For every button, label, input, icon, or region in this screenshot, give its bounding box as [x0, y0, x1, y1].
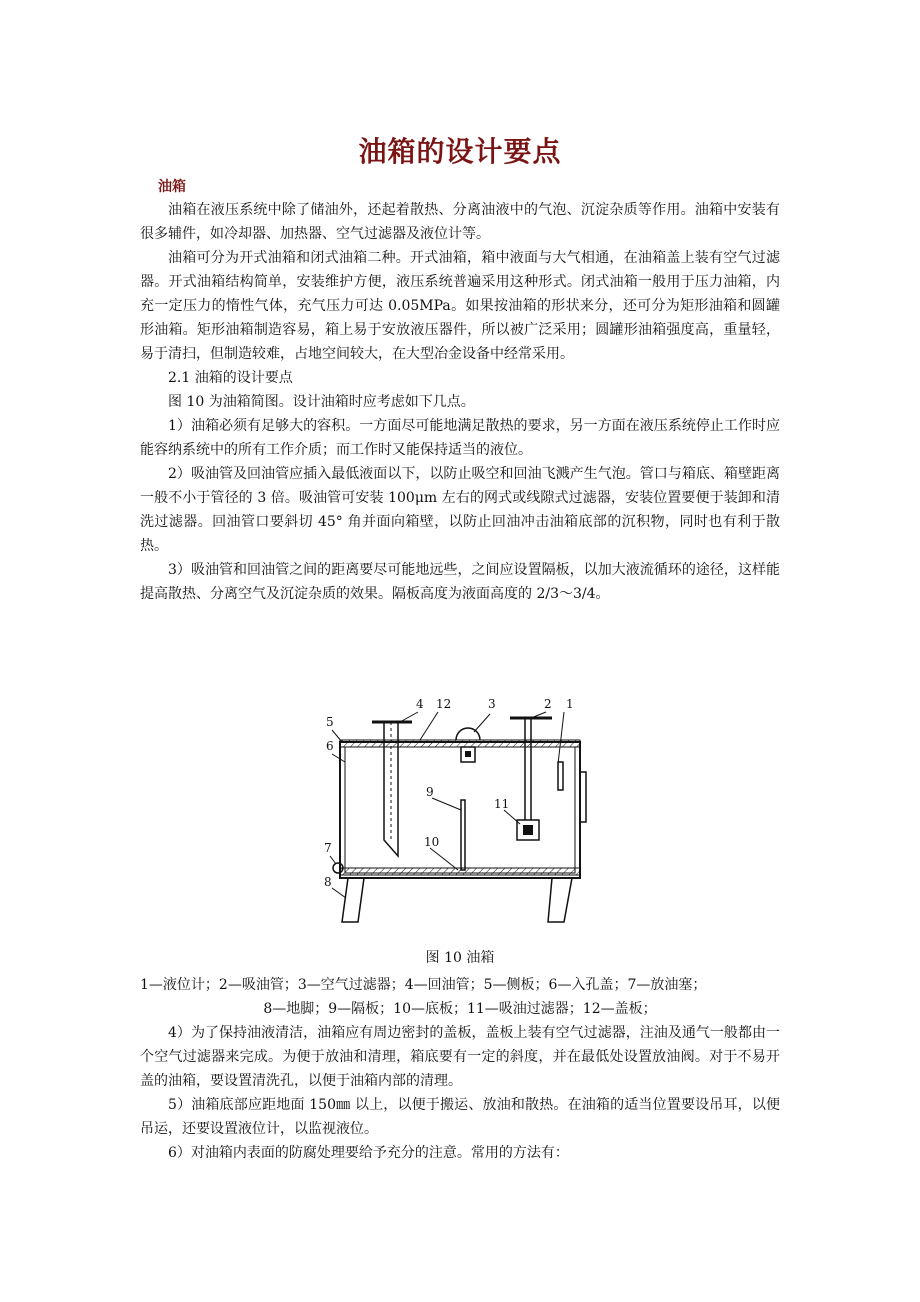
label-7: 7: [324, 841, 332, 855]
legend-line-1: 1—液位计；2—吸油管；3—空气过滤器；4—回油管；5—侧板；6—入孔盖；7—放油塞；: [140, 977, 707, 993]
paragraph-figure-ref: 图 10 为油箱简图。设计油箱时应考虑如下几点。: [168, 394, 475, 410]
label-11: 11: [494, 797, 510, 811]
paragraph-point-4: 4）为了保持油液清洁，油箱应有周边密封的盖板，盖板上装有空气过滤器，注油及通气一般都由一个空气过滤器来完成。为便于放油和清理，箱底要有一定的斜度，并在最低处设置放油阀。对于不易开盖的油箱，要设置清洗孔，以便于油箱内部的清理。: [140, 1025, 780, 1089]
paragraph-point-2: 2）吸油管及回油管应插入最低液面以下，以防止吸空和回油飞溅产生气泡。管口与箱底、箱壁距离一般不小于管径的 3 倍。吸油管可安装 100μm 左右的网式或线隙式过滤器，安装位置要便于装卸和清洗过滤器。回油管口要斜切 45° 角并面向箱壁，以防止回油冲击油箱底部的沉积物，同时也有利于散热。: [140, 466, 780, 554]
paragraph-point-6: 6）对油箱内表面的防腐处理要给予充分的注意。常用的方法有：: [168, 1145, 569, 1161]
label-10: 10: [424, 835, 440, 849]
paragraph-point-1: 1）油箱必须有足够大的容积。一方面尽可能地满足散热的要求，另一方面在液压系统停止工作时应能容纳系统中的所有工作介质；而工作时又能保持适当的液位。: [140, 418, 780, 458]
paragraph-types: 油箱可分为开式油箱和闭式油箱二种。开式油箱，箱中液面与大气相通，在油箱盖上装有空气过滤器。开式油箱结构简单，安装维护方便，液压系统普遍采用这种形式。闭式油箱一般用于压力油箱，内充一定压力的惰性气体，充气压力可达 0.05MPa。如果按油箱的形状来分，还可分为矩形油箱和圆罐形油箱。矩形油箱制造容易，箱上易于安放液压器件，所以被广泛采用；圆罐形油箱强度高，重量轻，易于清扫，但制造较难，占地空间较大，在大型冶金设备中经常采用。: [140, 250, 780, 362]
label-2: 2: [544, 697, 552, 711]
page-title: 油箱的设计要点: [358, 135, 562, 168]
label-1: 1: [566, 697, 574, 711]
paragraph-point-3: 3）吸油管和回油管之间的距离要尽可能地远些，之间应设置隔板，以加大液流循环的途径，这样能提高散热、分离空气及沉淀杂质的效果。隔板高度为液面高度的 2/3～3/4。: [140, 562, 780, 602]
legend-line-2: 8—地脚；9—隔板；10—底板；11—吸油过滤器；12—盖板；: [263, 1001, 657, 1017]
label-4: 4: [416, 697, 424, 711]
label-12: 12: [436, 697, 452, 711]
oil-tank-drawing: [320, 692, 610, 932]
bottom-plate: [340, 868, 580, 875]
figure-legend: [140, 973, 780, 1021]
foot-left: [342, 878, 364, 922]
foot-right: [548, 878, 572, 922]
body-text-top: [140, 198, 780, 606]
label-3: 3: [488, 697, 496, 711]
oil-tank-diagram: [320, 692, 610, 932]
figure-caption: 图 10 油箱: [425, 950, 495, 966]
body-text-bottom: [140, 1021, 780, 1165]
paragraph-point-5: 5）油箱底部应距地面 150㎜ 以上，以便于搬运、放油和散热。在油箱的适当位置要设吊耳，以便吊运，还要设置液位计，以监视液位。: [140, 1097, 780, 1137]
label-6: 6: [326, 739, 334, 753]
paragraph-intro: 油箱在液压系统中除了储油外，还起着散热、分离油液中的气泡、沉淀杂质等作用。油箱中安装有很多辅件，如冷却器、加热器、空气过滤器及液位计等。: [140, 202, 780, 242]
baffle: [461, 800, 465, 870]
section-heading: 油箱: [158, 179, 186, 195]
label-9: 9: [426, 785, 434, 799]
cover-plate: [340, 740, 580, 747]
label-8: 8: [324, 875, 332, 889]
level-gauge: [558, 762, 563, 790]
subsection-heading: 2.1 油箱的设计要点: [168, 370, 293, 386]
label-5: 5: [326, 715, 334, 729]
